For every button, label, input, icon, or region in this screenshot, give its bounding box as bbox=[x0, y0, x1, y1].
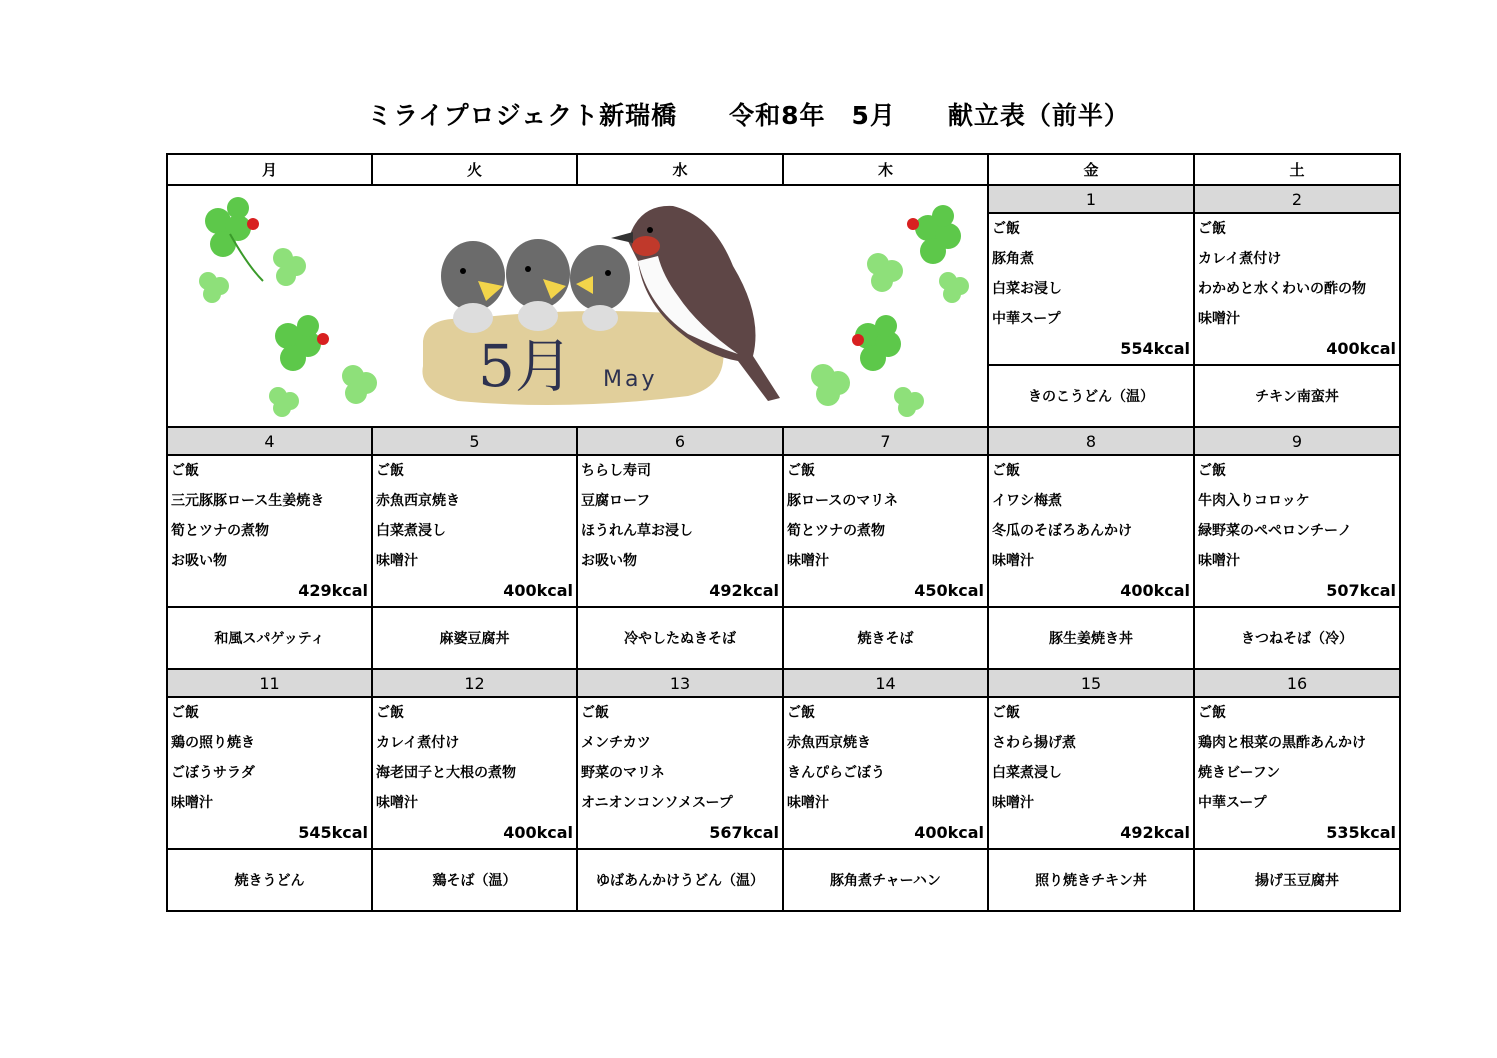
menu-item: 鶏の照り焼き bbox=[171, 735, 255, 751]
menu-item: 味噌汁 bbox=[787, 553, 829, 569]
day-number: 4 bbox=[167, 427, 372, 455]
menu-calendar bbox=[166, 153, 1401, 912]
clover-icon bbox=[811, 205, 969, 417]
menu-item: ご飯 bbox=[376, 463, 404, 479]
day-menu-cell bbox=[1194, 455, 1400, 607]
menu-item: ご飯 bbox=[376, 705, 404, 721]
day-menu-cell bbox=[372, 697, 577, 849]
menu-item: 白菜煮浸し bbox=[376, 523, 446, 539]
alt-lunch-item: 豚角煮チャーハン bbox=[783, 849, 988, 911]
menu-item: ご飯 bbox=[1198, 463, 1226, 479]
day-number: 16 bbox=[1194, 669, 1400, 697]
day-number: 2 bbox=[1194, 185, 1400, 213]
menu-item: 豆腐ローフ bbox=[581, 493, 651, 509]
day-number: 9 bbox=[1194, 427, 1400, 455]
weekday-tue: 火 bbox=[372, 154, 577, 185]
day-menu-cell bbox=[988, 213, 1194, 365]
menu-item: 筍とツナの煮物 bbox=[787, 523, 885, 539]
day-number: 6 bbox=[577, 427, 783, 455]
menu-item: さわら揚げ煮 bbox=[992, 735, 1076, 751]
month-text: 5月 bbox=[478, 332, 573, 400]
lunch-row bbox=[167, 607, 1400, 669]
menu-item: ご飯 bbox=[992, 221, 1020, 237]
menu-item: 豚角煮 bbox=[992, 251, 1034, 267]
day-number: 12 bbox=[372, 669, 577, 697]
menu-item: 筍とツナの煮物 bbox=[171, 523, 269, 539]
day-menu-cell bbox=[988, 455, 1194, 607]
weekday-sat: 土 bbox=[1194, 154, 1400, 185]
menu-item: ご飯 bbox=[992, 463, 1020, 479]
calorie-label: 567kcal bbox=[709, 823, 779, 842]
menu-item: お吸い物 bbox=[171, 553, 227, 569]
menu-item: 味噌汁 bbox=[1198, 553, 1240, 569]
may-banner-illustration bbox=[168, 186, 987, 426]
month-en-text: May bbox=[603, 367, 658, 392]
day-menu-cell bbox=[372, 455, 577, 607]
day-menu-cell bbox=[1194, 213, 1400, 365]
menu-item: ご飯 bbox=[992, 705, 1020, 721]
menu-item: 味噌汁 bbox=[171, 795, 213, 811]
day-number: 8 bbox=[988, 427, 1194, 455]
menu-item: ご飯 bbox=[1198, 221, 1226, 237]
chick-icon bbox=[441, 239, 630, 333]
menu-item: ほうれん草お浸し bbox=[581, 523, 693, 539]
menu-item: イワシ梅煮 bbox=[992, 493, 1062, 509]
menu-item: 豚ロースのマリネ bbox=[787, 493, 899, 509]
weekday-fri: 金 bbox=[988, 154, 1194, 185]
day-number: 5 bbox=[372, 427, 577, 455]
day-number: 14 bbox=[783, 669, 988, 697]
calorie-label: 450kcal bbox=[914, 581, 984, 600]
menu-item: 鶏肉と根菜の黒酢あんかけ bbox=[1198, 735, 1366, 751]
banner-cell bbox=[167, 185, 988, 427]
day-menu-cell bbox=[988, 697, 1194, 849]
menu-item: 冬瓜のそぼろあんかけ bbox=[992, 523, 1132, 539]
alt-lunch-item: 豚生姜焼き丼 bbox=[988, 607, 1194, 669]
calorie-label: 400kcal bbox=[1120, 581, 1190, 600]
calorie-label: 554kcal bbox=[1120, 339, 1190, 358]
menu-item: 赤魚西京焼き bbox=[376, 493, 460, 509]
menu-item: 焼きビーフン bbox=[1198, 765, 1281, 781]
alt-lunch-item: 照り焼きチキン丼 bbox=[988, 849, 1194, 911]
day-number-row bbox=[167, 185, 1400, 213]
alt-lunch-item: チキン南蛮丼 bbox=[1194, 365, 1400, 427]
calorie-label: 492kcal bbox=[709, 581, 779, 600]
menu-item: 味噌汁 bbox=[376, 795, 418, 811]
calorie-label: 545kcal bbox=[298, 823, 368, 842]
menu-item: ご飯 bbox=[1198, 705, 1226, 721]
menu-item: ごぼうサラダ bbox=[171, 765, 255, 781]
alt-lunch-item: 焼きうどん bbox=[167, 849, 372, 911]
day-number: 15 bbox=[988, 669, 1194, 697]
weekday-thu: 木 bbox=[783, 154, 988, 185]
menu-item: 味噌汁 bbox=[376, 553, 418, 569]
menu-item: ご飯 bbox=[171, 705, 199, 721]
alt-lunch-item: きつねそば（冷） bbox=[1194, 607, 1400, 669]
menu-item: 白菜お浸し bbox=[992, 281, 1062, 297]
alt-lunch-item: 揚げ玉豆腐丼 bbox=[1194, 849, 1400, 911]
menu-row bbox=[167, 697, 1400, 849]
alt-lunch-item: 冷やしたぬきそば bbox=[577, 607, 783, 669]
menu-item: 牛肉入りコロッケ bbox=[1198, 493, 1310, 509]
menu-item: わかめと水くわいの酢の物 bbox=[1198, 281, 1366, 297]
calorie-label: 400kcal bbox=[503, 823, 573, 842]
weekday-wed: 水 bbox=[577, 154, 783, 185]
day-number-row bbox=[167, 427, 1400, 455]
day-menu-cell bbox=[577, 697, 783, 849]
menu-item: カレイ煮付け bbox=[376, 735, 460, 751]
menu-item: カレイ煮付け bbox=[1198, 251, 1282, 267]
day-number: 1 bbox=[988, 185, 1194, 213]
day-menu-cell bbox=[783, 455, 988, 607]
menu-item: 海老団子と大根の煮物 bbox=[376, 765, 516, 781]
menu-item: メンチカツ bbox=[581, 735, 651, 751]
menu-item: 野菜のマリネ bbox=[581, 765, 665, 781]
menu-item: ご飯 bbox=[171, 463, 199, 479]
menu-item: オニオンコンソメスープ bbox=[581, 795, 733, 811]
menu-item: 中華スープ bbox=[992, 311, 1061, 327]
weekday-mon: 月 bbox=[167, 154, 372, 185]
weekday-header-row bbox=[167, 154, 1400, 185]
day-number: 7 bbox=[783, 427, 988, 455]
menu-item: 味噌汁 bbox=[992, 553, 1034, 569]
day-number: 13 bbox=[577, 669, 783, 697]
calorie-label: 535kcal bbox=[1326, 823, 1396, 842]
alt-lunch-item: 麻婆豆腐丼 bbox=[372, 607, 577, 669]
day-menu-cell bbox=[167, 455, 372, 607]
menu-item: ご飯 bbox=[787, 463, 815, 479]
alt-lunch-item: 鶏そば（温） bbox=[372, 849, 577, 911]
menu-item: 赤魚西京焼き bbox=[787, 735, 871, 751]
day-number: 11 bbox=[167, 669, 372, 697]
page-title: ミライプロジェクト新瑞橋 令和8年 5月 献立表（前半） bbox=[367, 101, 1130, 130]
day-menu-cell bbox=[1194, 697, 1400, 849]
menu-item: 中華スープ bbox=[1198, 795, 1267, 811]
calorie-label: 400kcal bbox=[914, 823, 984, 842]
day-menu-cell bbox=[577, 455, 783, 607]
menu-item: きんぴらごぼう bbox=[787, 765, 885, 781]
menu-item: ちらし寿司 bbox=[581, 463, 651, 479]
day-menu-cell bbox=[783, 697, 988, 849]
alt-lunch-item: きのこうどん（温） bbox=[988, 365, 1194, 427]
menu-item: 緑野菜のペペロンチーノ bbox=[1198, 523, 1352, 539]
menu-item: 白菜煮浸し bbox=[992, 765, 1062, 781]
calorie-label: 492kcal bbox=[1120, 823, 1190, 842]
menu-item: ご飯 bbox=[787, 705, 815, 721]
clover-icon bbox=[199, 197, 377, 417]
swallow-nest-illustration bbox=[168, 186, 986, 426]
day-number-row bbox=[167, 669, 1400, 697]
menu-item: 味噌汁 bbox=[992, 795, 1034, 811]
calorie-label: 400kcal bbox=[1326, 339, 1396, 358]
calorie-label: 400kcal bbox=[503, 581, 573, 600]
calorie-label: 507kcal bbox=[1326, 581, 1396, 600]
lunch-row bbox=[167, 849, 1400, 911]
menu-row bbox=[167, 455, 1400, 607]
menu-item: 味噌汁 bbox=[1198, 311, 1240, 327]
alt-lunch-item: 焼きそば bbox=[783, 607, 988, 669]
menu-item: 味噌汁 bbox=[787, 795, 829, 811]
alt-lunch-item: ゆばあんかけうどん（温） bbox=[577, 849, 783, 911]
menu-item: ご飯 bbox=[581, 705, 609, 721]
day-menu-cell bbox=[167, 697, 372, 849]
calorie-label: 429kcal bbox=[298, 581, 368, 600]
menu-item: お吸い物 bbox=[581, 553, 637, 569]
alt-lunch-item: 和風スパゲッティ bbox=[167, 607, 372, 669]
menu-item: 三元豚豚ロース生姜焼き bbox=[171, 493, 325, 509]
